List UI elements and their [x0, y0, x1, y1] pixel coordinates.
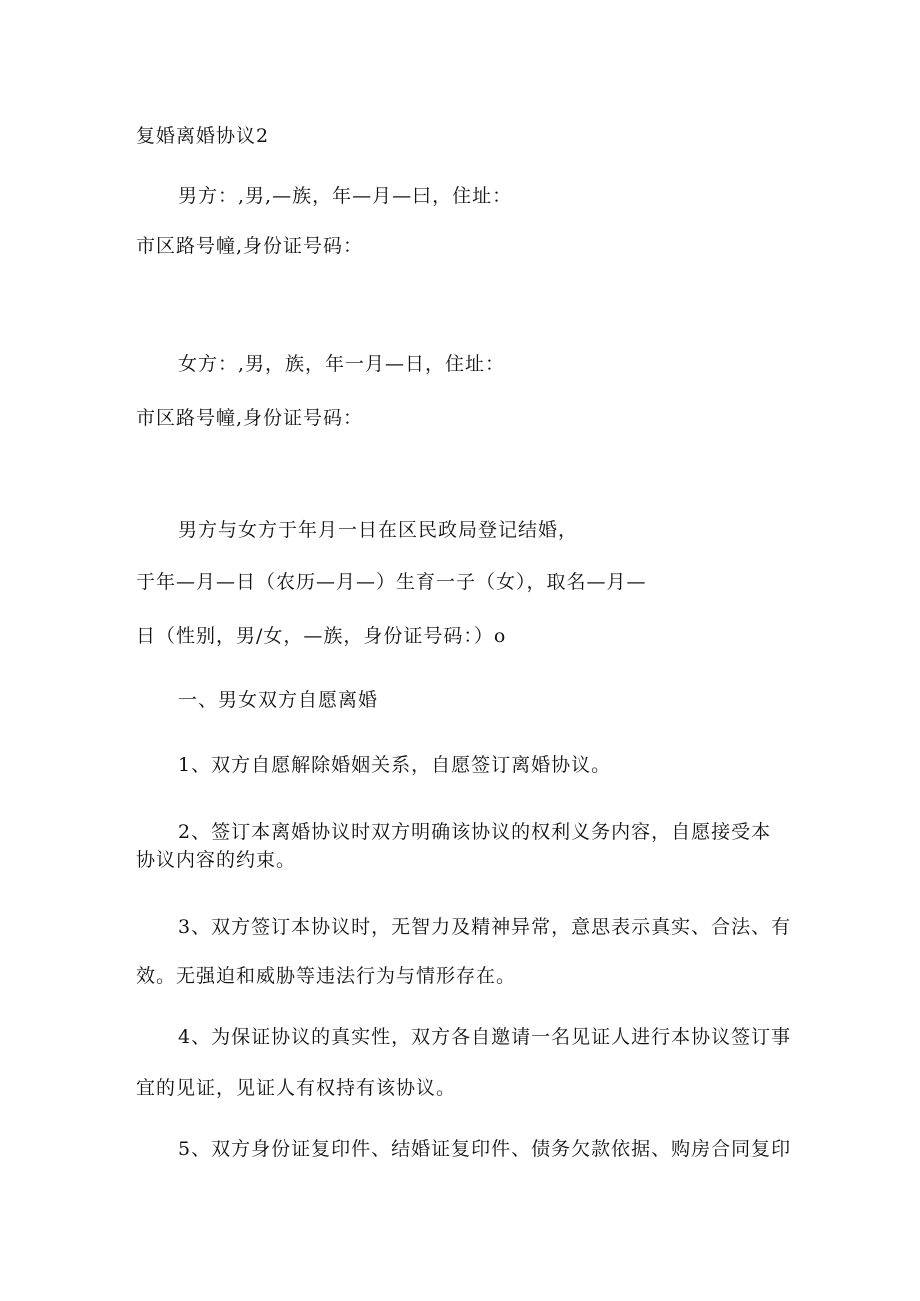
section-heading-1: 一、男女双方自愿离婚	[178, 689, 379, 711]
clause-3-line-2: 效。无强迫和威胁等违法行为与情形存在。	[136, 965, 517, 987]
clause-5-line-1: 5、双方身份证复印件、结婚证复印件、债务欠款依据、购房合同复印	[178, 1138, 792, 1160]
clause-2-line-2: 协议内容的约束。	[136, 849, 297, 871]
clause-2-line-1: 2、签订本离婚协议时双方明确该协议的权利义务内容，自愿接受本	[178, 821, 772, 843]
male-party-info: 男方：,男,—族，年—月—曰，住址：	[178, 185, 513, 207]
clause-4-line-1: 4、为保证协议的真实性，双方各自邀请一名见证人进行本协议签订事	[178, 1026, 792, 1048]
document-title: 复婚离婚协议2	[136, 125, 270, 147]
marriage-registration: 男方与女方于年月一日在区民政局登记结婚，	[178, 519, 579, 541]
male-party-address: 市区路号幢,身份证号码：	[136, 235, 364, 257]
clause-4-line-2: 宜的见证，见证人有权持有该协议。	[136, 1077, 457, 1099]
child-details: 日（性别，男/女，—族，身份证号码：）o	[136, 625, 507, 647]
clause-1: 1、双方自愿解除婚姻关系，自愿签订离婚协议。	[178, 754, 612, 776]
female-party-address: 市区路号幢,身份证号码：	[136, 407, 364, 429]
clause-3-line-1: 3、双方签订本协议时，无智力及精神异常，意思表示真实、合法、有	[178, 916, 792, 938]
child-birth-info: 于年—月—日（农历—月—）生育一子（女），取名—月—	[136, 571, 647, 593]
female-party-info: 女方：,男，族，年一月—日，住址：	[178, 353, 506, 375]
